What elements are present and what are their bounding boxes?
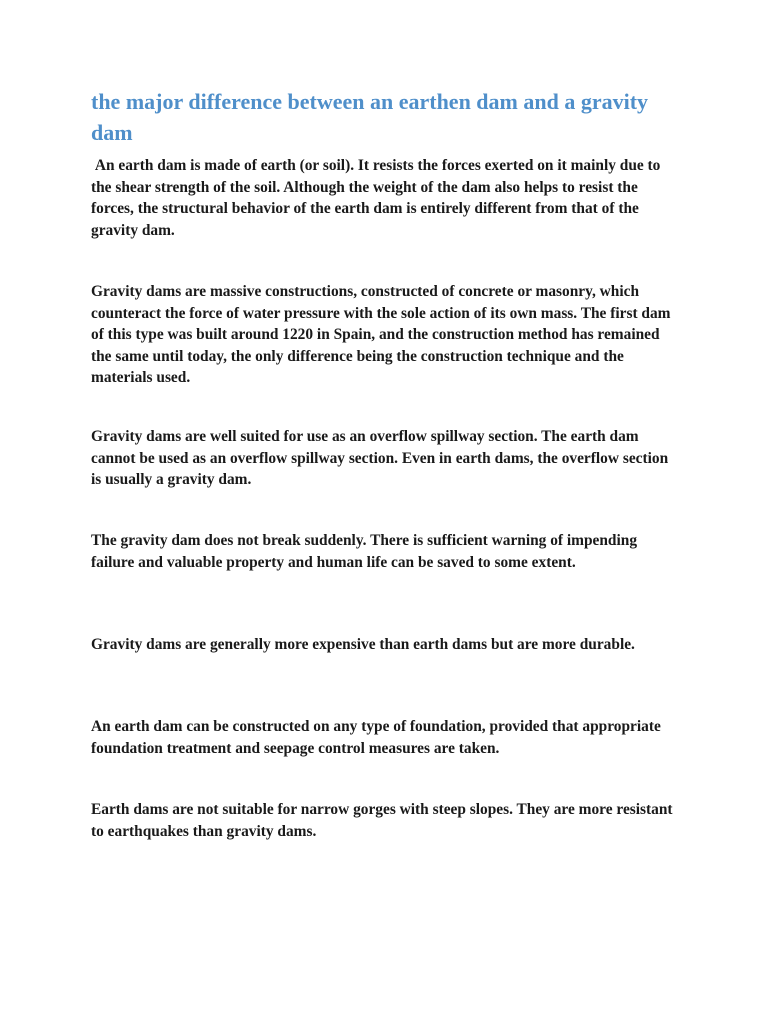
paragraph-failure-warning: The gravity dam does not break suddenly. There is sufficient warning of impending failure and valuable property and human life can be saved to some extent.: [91, 532, 638, 571]
paragraph-cost-durability: Gravity dams are generally more expensive than earth dams but are more durable.: [91, 636, 635, 653]
paragraph-earth-dam-definition: An earth dam is made of earth (or soil). It resists the forces exerted on it mainly due to the shear strength of the soil. Although the weight of the dam also helps to resist the forces, the structural behavior of the earth dam is entirely different from that of the gravity dam.: [91, 157, 661, 239]
paragraph-overflow-spillway: Gravity dams are well suited for use as an overflow spillway section. The earth dam cannot be used as an overflow spillway section. Even in earth dams, the overflow section is usually a gravity dam.: [91, 428, 669, 488]
paragraph-gorges-earthquakes: Earth dams are not suitable for narrow gorges with steep slopes. They are more resistant to earthquakes than gravity dams.: [91, 801, 673, 840]
paragraph-foundation: An earth dam can be constructed on any type of foundation, provided that appropriate foundation treatment and seepage control measures are taken.: [91, 718, 661, 757]
paragraph-gravity-dam-definition: Gravity dams are massive constructions, constructed of concrete or masonry, which counteract the force of water pressure with the sole action of its own mass. The first dam of this type was built around 1220 in Spain, and the construction method has remained the same until today, the only difference being the construction technique and the materials used.: [91, 283, 671, 386]
document-title: the major difference between an earthen dam and a gravity dam: [91, 89, 649, 145]
